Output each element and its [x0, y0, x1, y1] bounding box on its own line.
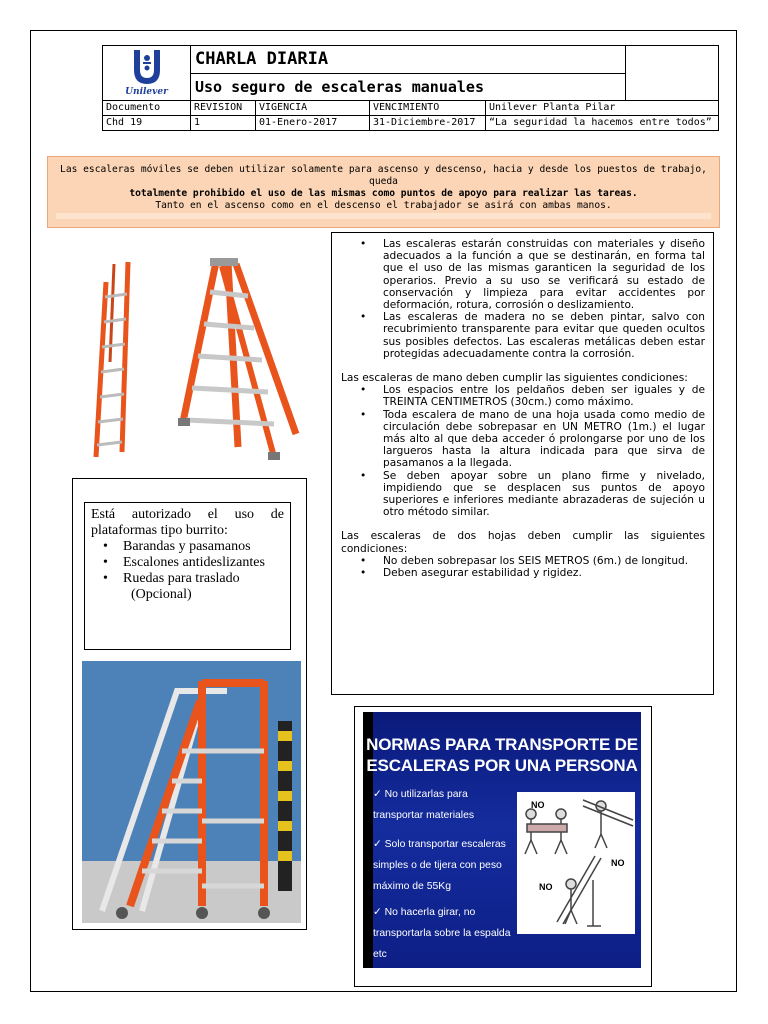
- poster-item: [373, 902, 521, 965]
- page-subtitle: Uso seguro de escaleras manuales: [191, 73, 626, 101]
- list-item: • Ruedas para traslado: [91, 571, 284, 587]
- warning-notice: [47, 156, 720, 228]
- header-labels-row: [103, 101, 719, 116]
- rules-panel: [331, 232, 714, 695]
- list-item: • Las escaleras de madera no se deben pintar, salvo con recubrimiento transparente para evitar que queden ocultos sus posibles defectos. Las escaleras metálicas deben estar protegidas adecuadamente contra la corrosión.: [383, 311, 705, 360]
- empty-header-cell: [626, 46, 719, 101]
- transport-norms-poster: [363, 712, 641, 968]
- list-item: • Las escaleras estarán construidas con materiales y diseño adecuados a la función a que se destinarán, en forma tal que el uso de las mismas garanticen la seguridad de los operarios. Previo a su uso se verificará su estado de conservación y limpieza para evitar accidentes por deformación, rotura, corrosión o deslizamiento.: [383, 238, 705, 311]
- list-item: • Escalones antideslizantes: [91, 555, 284, 571]
- poster-item-line: ✓ Solo transportar escaleras: [373, 839, 506, 850]
- poster-item-line: simples o de tijera con peso: [373, 860, 502, 871]
- no-label: NO: [531, 800, 545, 810]
- hand-ladder-list: [341, 384, 705, 518]
- header-value: “La seguridad la hacemos entre todos”: [486, 116, 719, 131]
- poster-item: [373, 784, 521, 826]
- poster-title-line: ESCALERAS POR UNA PERSONA: [366, 756, 638, 775]
- no-label: NO: [539, 882, 553, 892]
- page-title: CHARLA DIARIA: [191, 46, 626, 74]
- workers-carrying-ladder-icon: [517, 792, 635, 934]
- ladders-image: [88, 252, 316, 467]
- optional-note: (Opcional): [131, 587, 192, 602]
- platform-ladder-image: [82, 661, 301, 923]
- header-value: 31-Diciembre-2017: [370, 116, 486, 131]
- poster-title: [363, 734, 641, 776]
- list-item: • Barandas y pasamanos: [91, 539, 284, 555]
- transport-illustration: [517, 792, 635, 934]
- extension-ladder-icon: [96, 262, 128, 457]
- list-item: • Toda escalera de mano de una hoja usada como medio de circulación debe sobrepasar en UN METRO (1m.) el lugar más alto al que deba acceder ó prolongarse por uno de los largueros hasta la altura indicada para que sirva de pasamanos a la llegada.: [383, 409, 705, 470]
- list-item: • No deben sobrepasar los SEIS METROS (6m.) de longitud.: [383, 555, 705, 567]
- authorization-intro: Está autorizado el uso de plataformas tipo burrito:: [91, 507, 284, 538]
- header-value: Chd 19: [103, 116, 191, 131]
- poster-title-line: NORMAS PARA TRANSPORTE DE: [366, 735, 638, 754]
- two-leaf-intro: Las escaleras de dos hojas deben cumplir las siguientes condiciones:: [341, 530, 705, 555]
- platform-features-list: [91, 539, 284, 587]
- poster-item-line: ✓ No hacerla girar, no: [373, 907, 476, 918]
- header-label: VENCIMIENTO: [370, 101, 486, 116]
- poster-item-line: transportarla sobre la espalda: [373, 928, 511, 939]
- poster-item-line: transportar materiales: [373, 810, 475, 821]
- header-value: 1: [191, 116, 256, 131]
- warning-line-bold: totalmente prohibido el uso de las mismas como puntos de apoyo para realizar las tareas.: [129, 188, 638, 199]
- hand-ladder-intro: Las escaleras de mano deben cumplir las siguientes condiciones:: [341, 372, 688, 385]
- list-item: • Se deben apoyar sobre un plano firme y nivelado, impidiendo que se desplacen sus puntos de apoyo superiores e inferiores mediante abrazaderas de sujeción u otro método similar.: [383, 470, 705, 519]
- header-label: REVISION: [191, 101, 256, 116]
- general-rules-list: [341, 238, 705, 360]
- warning-line: Tanto en el ascenso como en el descenso el trabajador se asirá con ambas manos.: [155, 200, 612, 211]
- header-value: 01-Enero-2017: [256, 116, 370, 131]
- poster-item-line: máximo de 55Kg: [373, 881, 451, 892]
- poster-item-line: ✓ No utilizarlas para: [373, 789, 468, 800]
- poster-item: [373, 834, 521, 897]
- header-label: Documento: [103, 101, 191, 116]
- list-item: • Los espacios entre los peldaños deben ser iguales y de TREINTA CENTIMETROS (30cm.) como máximo.: [383, 384, 705, 408]
- warning-line: Las escaleras móviles se deben utilizar solamente para ascenso y descenso, hacia y desde los puestos de trabajo, queda: [60, 164, 707, 187]
- poster-item-line: etc: [373, 949, 387, 960]
- header-values-row: [103, 116, 719, 131]
- warning-decor: [56, 213, 711, 219]
- logo-cell: [103, 46, 191, 101]
- header-label: VIGENCIA: [256, 101, 370, 116]
- list-item: • Deben asegurar estabilidad y rigidez.: [383, 567, 705, 579]
- header-label: Unilever Planta Pilar: [486, 101, 719, 116]
- no-label: NO: [611, 858, 625, 868]
- document-header: [102, 45, 719, 131]
- unilever-logo-icon: [130, 48, 164, 86]
- two-leaf-list: [341, 555, 705, 579]
- platform-authorization: [84, 502, 291, 650]
- step-ladder-icon: [178, 258, 296, 460]
- logo-text: Unilever: [125, 86, 168, 97]
